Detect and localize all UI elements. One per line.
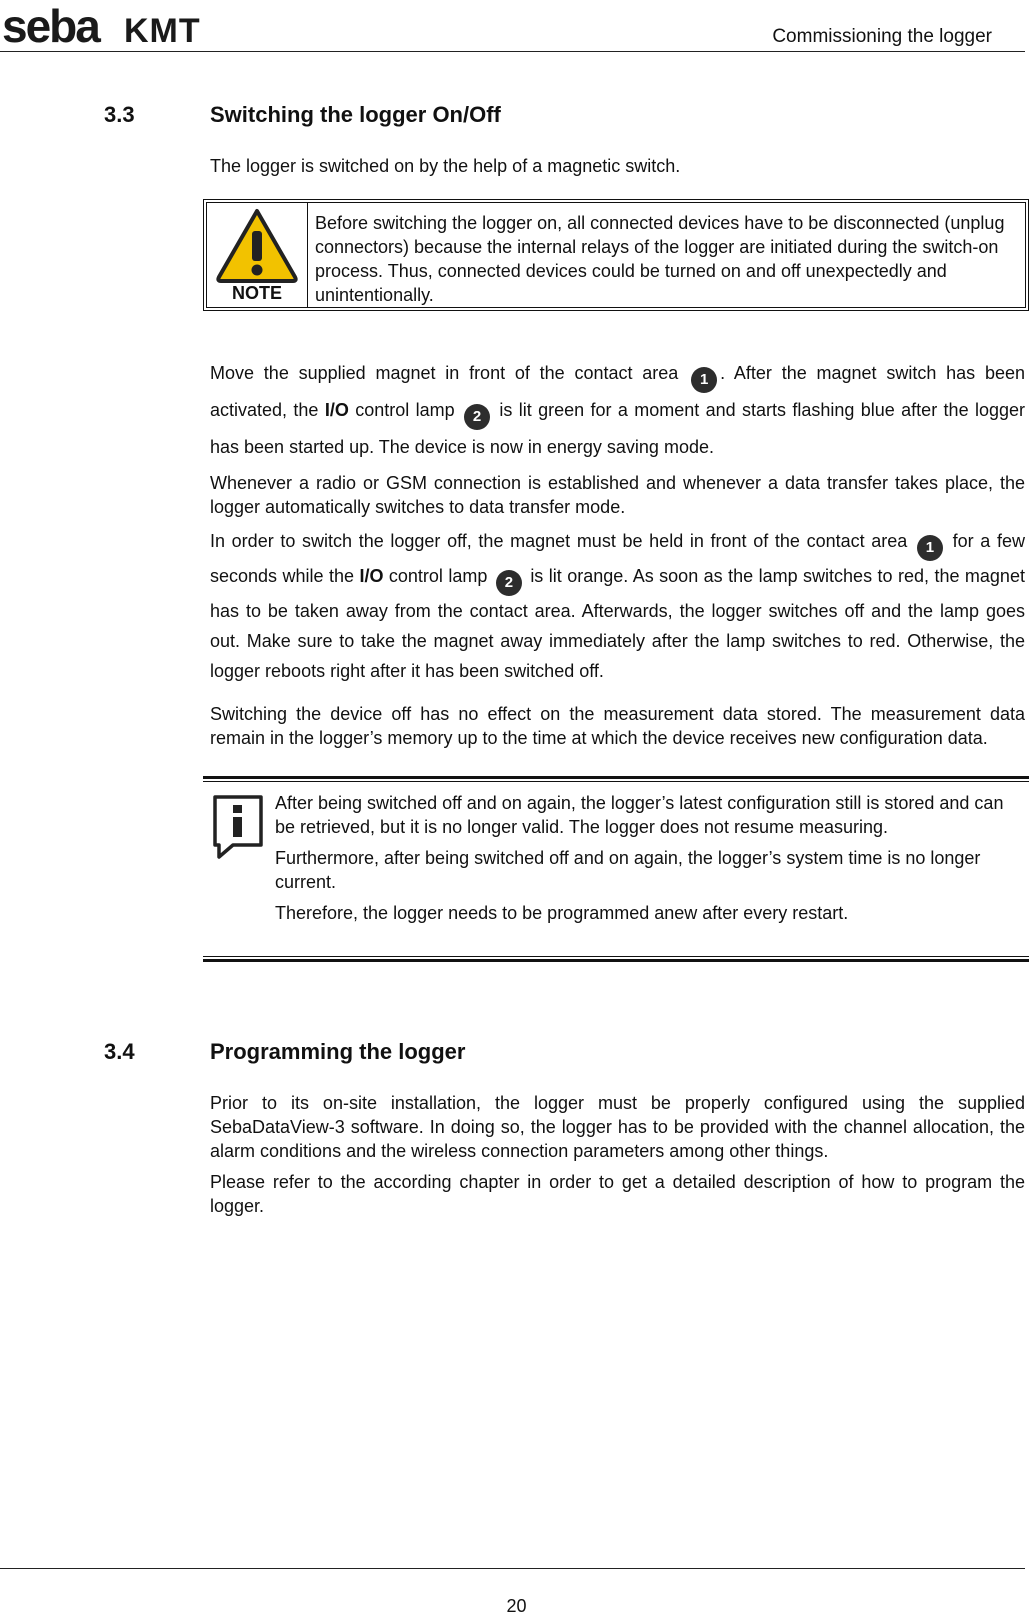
switch-on-paragraph: Move the supplied magnet in front of the contact area 1 . After the magnet switch has been activated, the I/O control lamp 2 is lit green for a moment and starts flashing blue after the logger has been started up. The device is now in energy saving mode. — [210, 363, 1025, 457]
control-lamp-badge: 2 — [464, 404, 490, 430]
note-text: Before switching the logger on, all connected devices have to be disconnected (unplug connectors) because the internal relays of the logger are initiated during the switch-on process. Thus, connected devices could be turned on and off unexpectedly and unintentionally. — [315, 213, 1005, 305]
programming-reference-paragraph: Please refer to the according chapter in order to get a detailed description of how to program the logger. — [210, 1172, 1025, 1216]
programming-paragraph: Prior to its on-site installation, the logger must be properly configured using the supplied SebaDataView-3 software. In doing so, the logger has to be provided with the channel allocation, the alarm conditions and the wireless connection parameters among other things. — [210, 1093, 1025, 1161]
info-time-text: Furthermore, after being switched off and on again, the logger’s system time is no longer current. — [275, 848, 981, 892]
info-top-rule — [203, 776, 1029, 782]
info-bottom-rule — [203, 956, 1029, 962]
info-restart-text: Therefore, the logger needs to be programmed anew after every restart. — [275, 903, 849, 923]
sebakmt-logo — [2, 4, 232, 48]
svg-text:seba: seba — [2, 4, 99, 48]
note-label: NOTE — [231, 283, 282, 303]
data-retention-paragraph: Switching the device off has no effect on the measurement data stored. The measurement data remain in the logger’s memory up to the time at which the device receives new configuration data. — [210, 704, 1025, 748]
header-title: Commissioning the logger — [772, 26, 992, 47]
info-icon — [213, 795, 263, 861]
svg-text:KMT: KMT — [124, 12, 201, 48]
control-lamp-badge: 2 — [496, 570, 522, 596]
contact-area-badge: 1 — [691, 367, 717, 393]
io-label: I/O — [359, 566, 384, 586]
page-number: 20 — [506, 1596, 527, 1616]
note-box — [203, 199, 1029, 311]
info-config-text: After being switched off and on again, the logger’s latest configuration still is stored and can be retrieved, but it is no longer valid. The logger does not resume measuring. — [275, 793, 1004, 837]
section-3-3-body — [210, 356, 1025, 750]
section-3-4-title: Programming the logger — [210, 1039, 466, 1064]
io-label: I/O — [324, 400, 349, 420]
section-3-3-intro: The logger is switched on by the help of a magnetic switch. — [210, 156, 681, 176]
section-3-3-title: Switching the logger On/Off — [210, 102, 501, 127]
section-3-3-number: 3.3 — [104, 102, 135, 127]
header-divider — [0, 51, 1025, 52]
note-icon-cell — [207, 203, 308, 307]
contact-area-badge: 1 — [917, 535, 943, 561]
switch-off-paragraph: In order to switch the logger off, the magnet must be held in front of the contact area 1 for a few seconds while the I/O control lamp 2 is lit orange. As soon as the lamp switches to red, the magnet has to be taken away from the contact area. Afterwards, the logger switches off and the lamp goes out. Make sure to take the magnet away immediately after the lamp switches to red. Otherwise, the logger reboots right after it has been switched off. — [210, 531, 1025, 681]
section-3-4-number: 3.4 — [104, 1039, 135, 1064]
section-3-4-body — [210, 1091, 1025, 1218]
data-transfer-paragraph: Whenever a radio or GSM connection is established and whenever a data transfer takes place, the logger automatically switches to data transfer mode. — [210, 473, 1025, 517]
info-text — [275, 791, 1027, 925]
footer-divider — [0, 1568, 1025, 1569]
warning-icon — [215, 207, 299, 283]
